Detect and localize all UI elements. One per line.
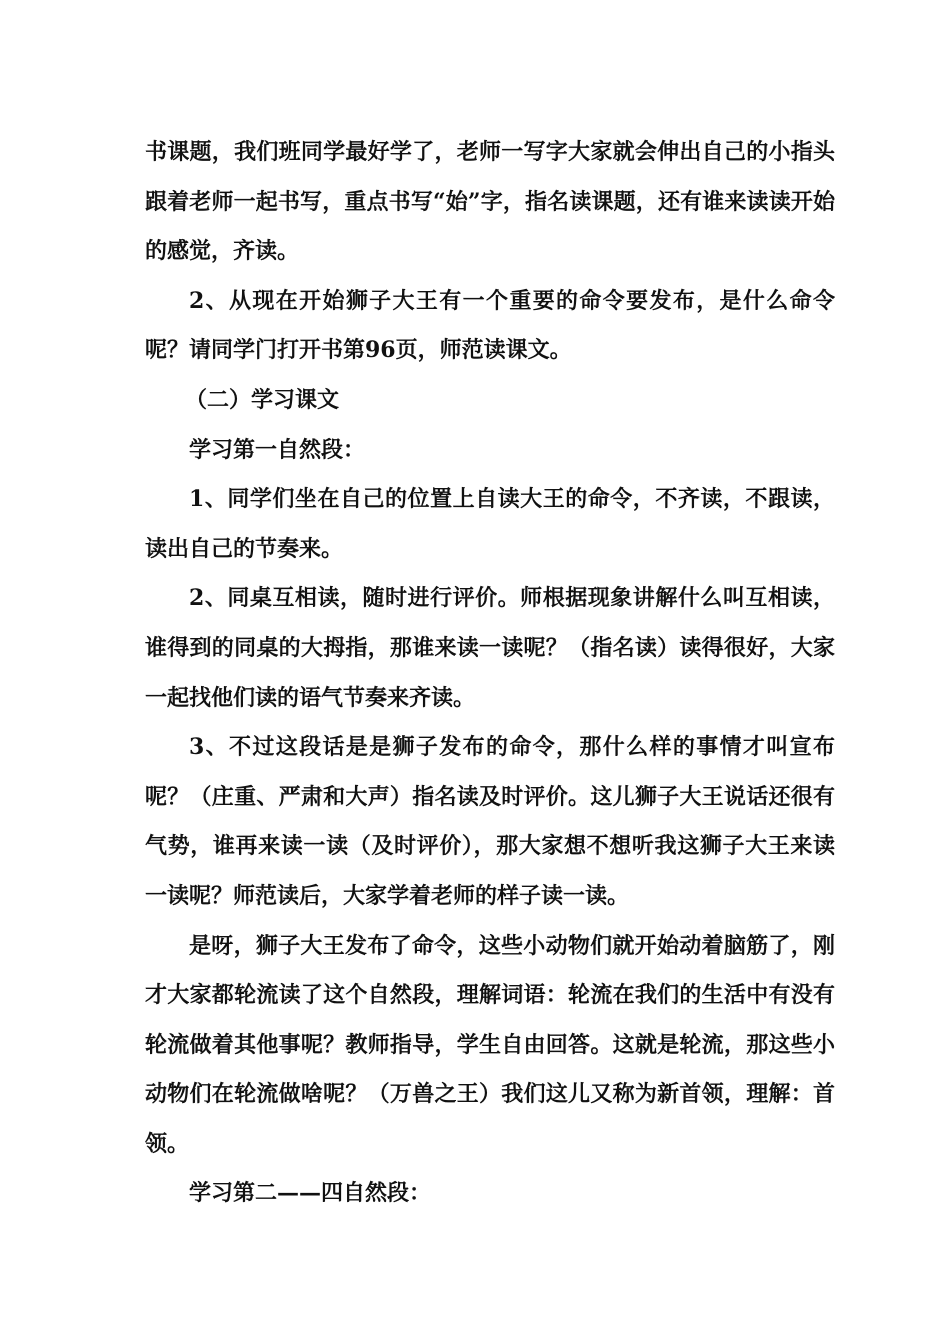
document-page <box>145 128 835 1219</box>
paragraph-1: 书课题，我们班同学最好学了，老师一写字大家就会伸出自己的小指头跟着老师一起书写，重点书写“始”字，指名读课题，还有谁来读读开始的感觉，齐读。 <box>145 139 835 265</box>
paragraph-6: 2、同桌互相读，随时进行评价。师根据现象讲解什么叫互相读，谁得到的同桌的大拇指，那谁来读一读呢？（指名读）读得很好，大家一起找他们读的语气节奏来齐读。 <box>145 585 835 711</box>
paragraph-8: 是呀，狮子大王发布了命令，这些小动物们就开始动着脑筋了，刚才大家都轮流读了这个自然段，理解词语：轮流在我们的生活中有没有轮流做着其他事呢？教师指导，学生自由回答。这就是轮流，那这些小动物们在轮流做啥呢？（万兽之王）我们这儿又称为新首领，理解：首领。 <box>145 932 835 1157</box>
paragraph-4: 学习第一自然段： <box>189 436 366 463</box>
paragraph-2: 2、从现在开始狮子大王有一个重要的命令要发布，是什么命令呢？请同学门打开书第96页，师范读课文。 <box>145 287 835 364</box>
paragraph-7: 3、不过这段话是是狮子发布的命令，那什么样的事情才叫宣布呢？（庄重、严肃和大声）指名读及时评价。这儿狮子大王说话还很有气势，谁再来读一读（及时评价），那大家想不想听我这狮子大王来读一读呢？师范读后，大家学着老师的样子读一读。 <box>145 734 835 909</box>
section-heading: （二）学习课文 <box>185 386 340 413</box>
paragraph-5: 1、同学们坐在自己的位置上自读大王的命令，不齐读，不跟读，读出自己的节奏来。 <box>145 486 835 562</box>
paragraph-9: 学习第二——四自然段： <box>189 1180 432 1207</box>
